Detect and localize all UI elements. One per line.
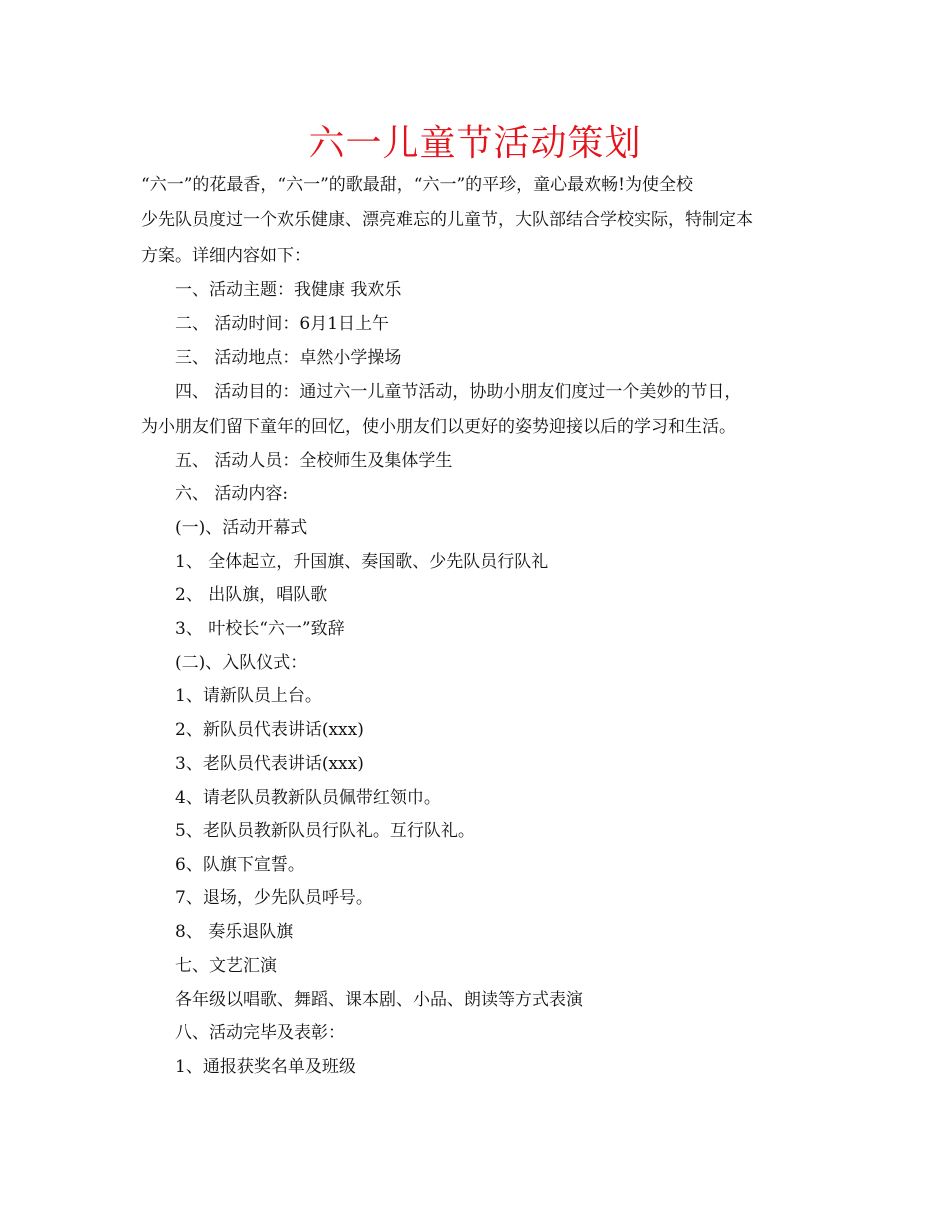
induction-step-4: 4、请老队员教新队员佩带红领巾。: [175, 788, 441, 808]
item-purpose-cont: 为小朋友们留下童年的回忆，使小朋友们以更好的姿势迎接以后的学习和生活。: [141, 417, 736, 437]
opening-step-2: 2、 出队旗，唱队歌: [175, 585, 328, 605]
section-opening: (一)、活动开幕式: [175, 518, 308, 538]
document-title: 六一儿童节活动策划: [308, 123, 642, 164]
item-participants: 五、 活动人员：全校师生及集体学生: [175, 451, 453, 471]
item-location: 三、 活动地点：卓然小学操场: [175, 348, 402, 368]
section-performance: 七、文艺汇演: [175, 956, 277, 976]
opening-step-3: 3、 叶校长“六一”致辞: [175, 619, 345, 639]
induction-step-8: 8、 奏乐退队旗: [175, 922, 294, 942]
item-content: 六、 活动内容:: [175, 484, 289, 504]
intro-line-3: 方案。详细内容如下：: [141, 246, 311, 266]
awards-step-1: 1、通报获奖名单及班级: [175, 1057, 356, 1077]
induction-step-5: 5、老队员教新队员行队礼。互行队礼。: [175, 821, 475, 841]
item-theme: 一、活动主题：我健康 我欢乐: [175, 280, 402, 300]
performance-desc: 各年级以唱歌、舞蹈、课本剧、小品、朗读等方式表演: [175, 990, 583, 1010]
section-awards: 八、活动完毕及表彰：: [175, 1023, 345, 1043]
item-time: 二、 活动时间：6月1日上午: [175, 314, 390, 334]
opening-step-1: 1、 全体起立，升国旗、奏国歌、少先队员行队礼: [175, 552, 549, 572]
induction-step-7: 7、退场，少先队员呼号。: [175, 888, 373, 908]
induction-step-6: 6、队旗下宣誓。: [175, 855, 305, 875]
item-purpose: 四、 活动目的：通过六一儿童节活动，协助小朋友们度过一个美妙的节日，: [175, 382, 742, 402]
induction-step-1: 1、请新队员上台。: [175, 686, 322, 706]
induction-step-3: 3、老队员代表讲话(xxx): [175, 754, 364, 774]
section-induction: (二)、入队仪式：: [175, 653, 308, 673]
intro-line-1: “六一”的花最香，“六一”的歌最甜，“六一”的平珍，童心最欢畅!为使全校: [141, 175, 693, 195]
intro-line-2: 少先队员度过一个欢乐健康、漂亮难忘的儿童节，大队部结合学校实际，特制定本: [141, 210, 753, 230]
induction-step-2: 2、新队员代表讲话(xxx): [175, 720, 364, 740]
